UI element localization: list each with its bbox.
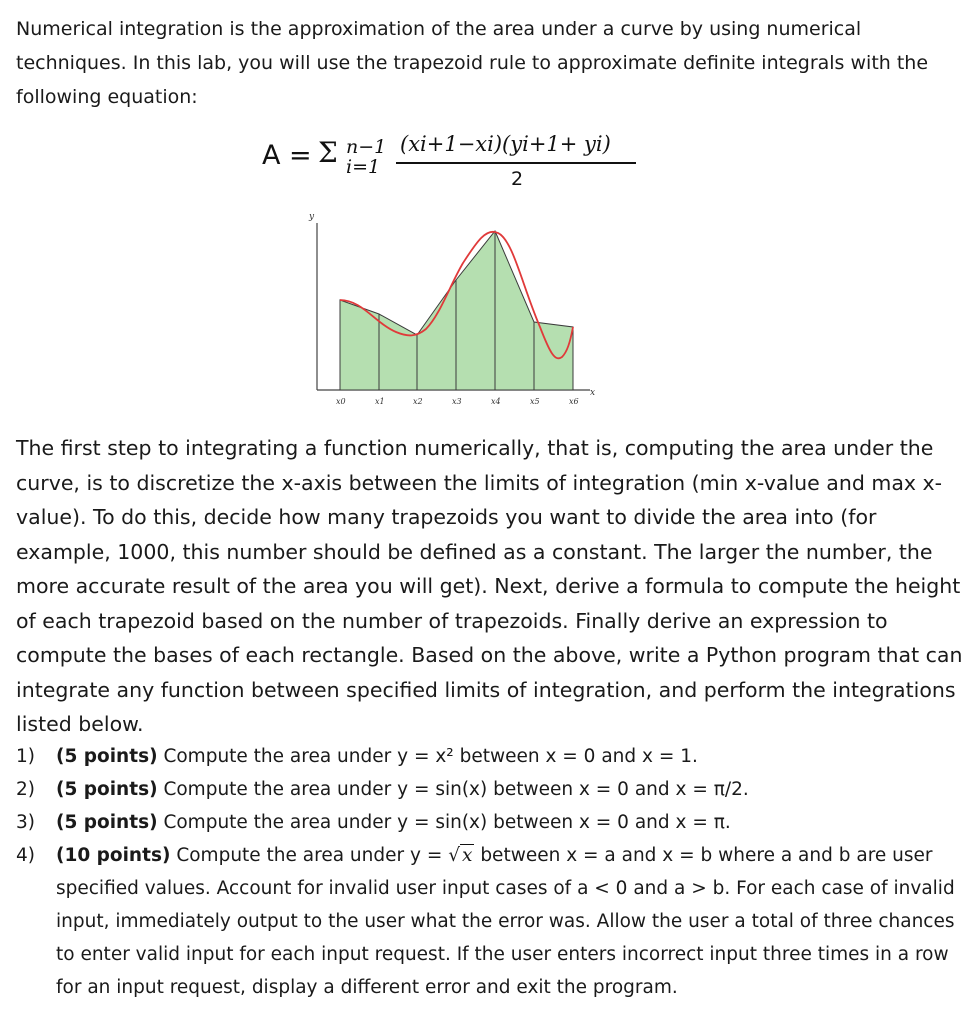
task-points: (5 points) <box>56 779 158 800</box>
task-number: 4) <box>16 845 35 866</box>
task-item-1 <box>16 740 966 773</box>
instructions-paragraph: The first step to integrating a function numerically, that is, computing the area under the curve, is to discretize the x-axis between the limits of integration (min x-value and max x-value). To do this, decide how many trapezoids you want to divide the area into (for example, 1000, this number should be defined as a constant. The larger the number, the more accurate result of the area you will get). Next, derive a formula to compute the height of each trapezoid based on the number of trapezoids. Finally derive an expression to compute the bases of each rectangle. Based on the above, write a Python program that can integrate any function between specified limits of integration, and perform the integrations listed below. <box>16 436 963 736</box>
task-text: Compute the area under y = x² between x = 0 and x = 1. <box>163 746 698 767</box>
task-number: 3) <box>16 812 35 833</box>
sqrt-expression: √ x <box>448 845 473 866</box>
tick-x6: x6 <box>569 397 579 406</box>
equation-numerator: (xi+1−xi)(yi+1+ yi) <box>400 132 611 156</box>
task-points: (5 points) <box>56 812 158 833</box>
x-tick-labels <box>336 397 579 406</box>
tick-x3: x3 <box>452 397 462 406</box>
tick-x1: x1 <box>375 397 385 406</box>
tick-x5: x5 <box>530 397 540 406</box>
trapezoid-equation <box>262 122 682 202</box>
sqrt-argument: x <box>462 845 473 866</box>
summation-symbol: Σ <box>318 136 338 169</box>
task-number: 1) <box>16 746 35 767</box>
x-axis-label: x <box>590 388 596 398</box>
task-points: (5 points) <box>56 746 158 767</box>
task-item-2 <box>16 773 966 806</box>
fraction-bar <box>396 162 636 164</box>
intro-paragraph: Numerical integration is the approximation of the area under a curve by using numerical techniques. In this lab, you will use the trapezoid rule to approximate definite integrals with the following equation: <box>16 18 929 108</box>
task-text-start: Compute the area under y = <box>176 845 449 866</box>
task-item-4 <box>16 839 966 1004</box>
summation-lower-limit: i=1 <box>346 156 381 178</box>
task-text-end: between x = a and x = b where a and b are user specified values. Account for invalid user input cases of a < 0 and a > b. For each case of invalid input, immediately output to the user what the error was. Allow the user a total of three chances to enter valid input for each input request. If the user enters incorrect input three times in a row for an input request, display a different error and exit the program. <box>56 845 955 998</box>
equation-lhs: A = <box>262 140 312 171</box>
task-text: Compute the area under y = sin(x) between x = 0 and x = π/2. <box>163 779 749 800</box>
tick-x4: x4 <box>491 397 501 406</box>
task-number: 2) <box>16 779 35 800</box>
trapezoid-figure <box>300 205 620 410</box>
task-item-3 <box>16 806 966 839</box>
task-points: (10 points) <box>56 845 171 866</box>
tick-x2: x2 <box>413 397 423 406</box>
tick-x0: x0 <box>336 397 346 406</box>
y-axis-label: y <box>309 212 315 222</box>
equation-denominator: 2 <box>510 168 524 190</box>
summation-upper-limit: n−1 <box>346 136 387 158</box>
task-text: Compute the area under y = sin(x) between x = 0 and x = π. <box>163 812 731 833</box>
task-list <box>16 740 966 1004</box>
